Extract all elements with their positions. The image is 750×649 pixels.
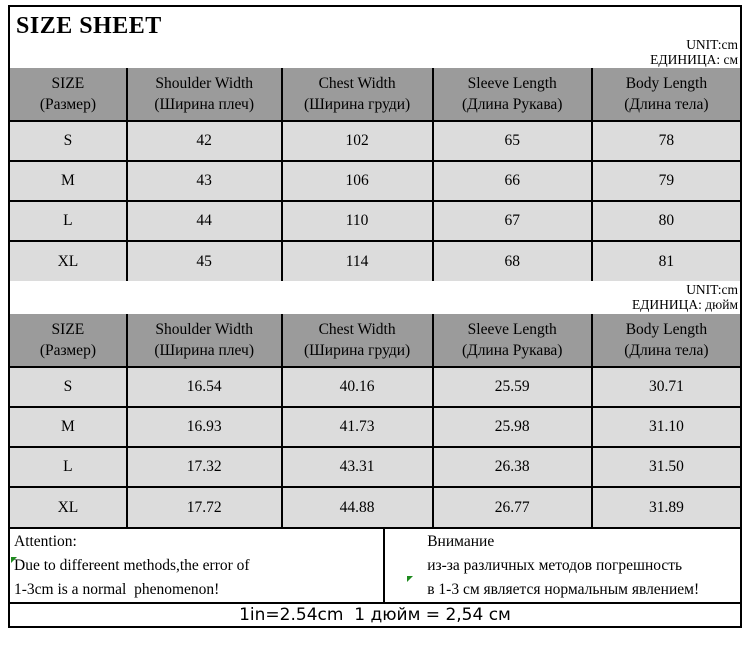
column-header-en: Shoulder Width xyxy=(155,75,254,92)
value-cell: 44 xyxy=(127,201,282,241)
value-cell: 44.88 xyxy=(282,487,433,527)
value-cell: 67 xyxy=(433,201,592,241)
value-cell: 42 xyxy=(127,121,282,161)
column-header xyxy=(127,68,282,121)
column-header xyxy=(592,314,740,367)
size-table-cm xyxy=(10,68,740,281)
spellcheck-mark-icon xyxy=(407,576,413,582)
column-header-ru: (Длина Рукава) xyxy=(461,342,563,359)
unit-label-cm xyxy=(650,37,738,67)
column-header xyxy=(10,314,127,367)
value-cell: 106 xyxy=(282,161,433,201)
column-header xyxy=(127,314,282,367)
unit-line-ru: ЕДИНИЦА: дюйм xyxy=(631,297,738,312)
spellcheck-mark-icon xyxy=(11,557,17,563)
column-header-en: Chest Width xyxy=(318,75,396,92)
value-cell: 65 xyxy=(433,121,592,161)
attention-line: в 1-3 см является нормальным явлением! xyxy=(427,581,700,598)
table-row xyxy=(10,161,740,201)
attention-line: Внимание xyxy=(427,533,495,550)
value-cell: 25.98 xyxy=(433,407,592,447)
value-cell: 31.50 xyxy=(592,447,740,487)
column-header-en: Body Length xyxy=(625,321,708,338)
value-cell: 17.72 xyxy=(127,487,282,527)
value-cell: 43.31 xyxy=(282,447,433,487)
column-header-en: SIZE xyxy=(51,75,85,92)
table-row xyxy=(10,367,740,407)
value-cell: 41.73 xyxy=(282,407,433,447)
value-cell: 45 xyxy=(127,241,282,281)
table-row xyxy=(10,407,740,447)
column-header-ru: (Длина тела) xyxy=(624,342,709,359)
value-cell: 66 xyxy=(433,161,592,201)
column-header-en: SIZE xyxy=(51,321,85,338)
value-cell: 102 xyxy=(282,121,433,161)
table-row xyxy=(10,201,740,241)
unit-line-ru: ЕДИНИЦА: см xyxy=(650,52,738,67)
unit-line-en: UNIT:cm xyxy=(686,37,738,52)
conversion-note: 1in=2.54cm 1 дюйм = 2,54 см xyxy=(10,602,740,626)
column-header-en: Shoulder Width xyxy=(155,321,254,338)
column-header-ru: (Длина тела) xyxy=(624,96,709,113)
size-cell: M xyxy=(10,161,127,201)
unit-label-inch xyxy=(10,281,740,314)
column-header-ru: (Размер) xyxy=(39,342,96,359)
size-cell: L xyxy=(10,447,127,487)
attention-band xyxy=(10,527,740,602)
column-header-en: Sleeve Length xyxy=(467,321,557,338)
value-cell: 26.38 xyxy=(433,447,592,487)
header-row xyxy=(10,314,740,367)
attention-line: из-за различных методов погрешность xyxy=(427,557,683,574)
value-cell: 110 xyxy=(282,201,433,241)
value-cell: 68 xyxy=(433,241,592,281)
header-row xyxy=(10,68,740,121)
value-cell: 16.93 xyxy=(127,407,282,447)
attention-note-ru xyxy=(385,529,740,602)
value-cell: 81 xyxy=(592,241,740,281)
size-table-inch xyxy=(10,314,740,527)
column-header xyxy=(10,68,127,121)
value-cell: 43 xyxy=(127,161,282,201)
table-row xyxy=(10,241,740,281)
column-header xyxy=(282,314,433,367)
column-header-en: Chest Width xyxy=(318,321,396,338)
size-sheet xyxy=(8,5,742,628)
column-header-ru: (Ширина груди) xyxy=(303,96,411,113)
value-cell: 31.10 xyxy=(592,407,740,447)
column-header-ru: (Размер) xyxy=(39,96,96,113)
unit-line-en: UNIT:cm xyxy=(686,282,738,297)
size-cell: XL xyxy=(10,487,127,527)
column-header-ru: (Длина Рукава) xyxy=(461,96,563,113)
value-cell: 25.59 xyxy=(433,367,592,407)
value-cell: 26.77 xyxy=(433,487,592,527)
value-cell: 114 xyxy=(282,241,433,281)
value-cell: 79 xyxy=(592,161,740,201)
column-header-ru: (Ширина груди) xyxy=(303,342,411,359)
column-header-en: Sleeve Length xyxy=(467,75,557,92)
value-cell: 80 xyxy=(592,201,740,241)
attention-line: Attention: xyxy=(14,533,77,550)
page-title: SIZE SHEET xyxy=(16,13,162,39)
table-row xyxy=(10,487,740,527)
attention-note-en xyxy=(10,529,385,602)
value-cell: 16.54 xyxy=(127,367,282,407)
value-cell: 40.16 xyxy=(282,367,433,407)
title-band xyxy=(10,7,740,68)
column-header xyxy=(433,68,592,121)
value-cell: 30.71 xyxy=(592,367,740,407)
value-cell: 31.89 xyxy=(592,487,740,527)
column-header-en: Body Length xyxy=(625,75,708,92)
column-header xyxy=(433,314,592,367)
attention-line: 1-3cm is a normal phenomenon! xyxy=(14,581,220,598)
column-header-ru: (Ширина плеч) xyxy=(154,342,254,359)
size-cell: L xyxy=(10,201,127,241)
value-cell: 78 xyxy=(592,121,740,161)
size-cell: XL xyxy=(10,241,127,281)
column-header xyxy=(282,68,433,121)
table-row xyxy=(10,447,740,487)
size-cell: M xyxy=(10,407,127,447)
column-header xyxy=(592,68,740,121)
column-header-ru: (Ширина плеч) xyxy=(154,96,254,113)
table-row xyxy=(10,121,740,161)
value-cell: 17.32 xyxy=(127,447,282,487)
size-cell: S xyxy=(10,367,127,407)
attention-line: Due to differeent methods,the error of xyxy=(14,557,250,574)
size-cell: S xyxy=(10,121,127,161)
